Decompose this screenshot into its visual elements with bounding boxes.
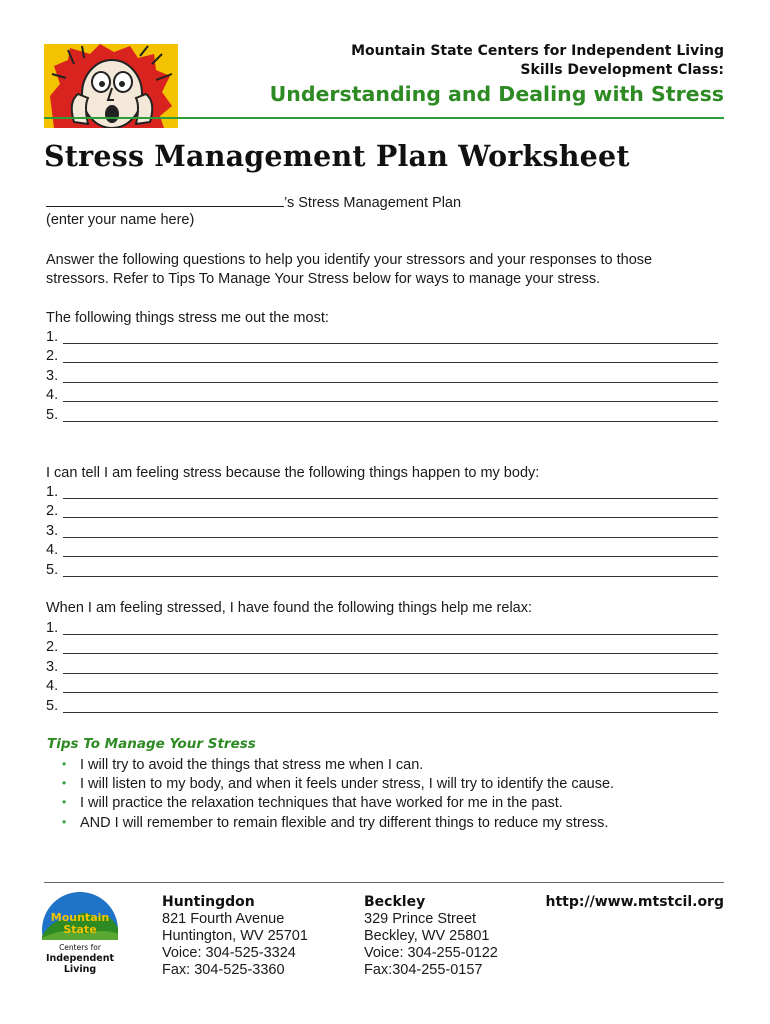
answer-line[interactable] xyxy=(46,405,718,425)
answer-line[interactable] xyxy=(46,657,718,677)
answer-line[interactable] xyxy=(46,482,718,502)
answer-line[interactable] xyxy=(46,502,718,522)
bullet-icon: • xyxy=(62,795,67,809)
office-city: Beckley, WV 25801 xyxy=(364,928,490,944)
office-name: Beckley xyxy=(364,894,426,910)
question-3-prompt: When I am feeling stressed, I have found the following things help me relax: xyxy=(46,600,533,616)
line-number: 4. xyxy=(46,678,59,694)
line-number: 5. xyxy=(46,561,59,578)
bullet-icon: • xyxy=(62,815,67,829)
tip-item: • AND I will remember to remain flexible and try different things to reduce my stress. xyxy=(62,815,609,831)
tip-item: • I will try to avoid the things that stress me when I can. xyxy=(62,757,424,773)
office-voice: Voice: 304-525-3324 xyxy=(162,945,296,961)
line-number: 2. xyxy=(46,348,59,364)
logo-word-3: Centers for xyxy=(59,943,101,952)
question-1-prompt: The following things stress me out the most: xyxy=(46,310,329,326)
class-title: Understanding and Dealing with Stress xyxy=(269,82,724,106)
office-beckley xyxy=(364,894,498,979)
name-suffix: ’s Stress Management Plan xyxy=(284,195,462,211)
line-number: 2. xyxy=(46,503,59,519)
intro-line-2: stressors. Refer to Tips To Manage Your Stress below for ways to manage your stress. xyxy=(46,271,601,287)
office-fax: Fax:304-255-0157 xyxy=(364,962,483,978)
logo-word-4: Independent xyxy=(45,953,115,964)
intro-line-1: Answer the following questions to help you identify your stressors and your responses to those xyxy=(46,252,653,268)
logo-word-2: State xyxy=(63,923,97,936)
answer-line[interactable] xyxy=(46,541,718,561)
line-number: 1. xyxy=(46,619,59,636)
name-field[interactable] xyxy=(46,192,284,207)
website-link[interactable]: http://www.mtstcil.org xyxy=(545,894,724,910)
answer-line[interactable] xyxy=(46,560,718,580)
office-city: Huntington, WV 25701 xyxy=(162,928,308,944)
question-2-prompt: I can tell I am feeling stress because the following things happen to my body: xyxy=(46,465,540,481)
header-divider xyxy=(44,117,724,119)
stressed-face-clipart xyxy=(44,44,178,128)
tip-item: • I will listen to my body, and when it feels under stress, I will try to identify the cause. xyxy=(62,776,615,792)
logo-word-1: Mountain xyxy=(50,911,110,924)
bullet-icon: • xyxy=(62,757,67,771)
line-number: 1. xyxy=(46,328,59,345)
mountain-state-logo xyxy=(36,888,122,978)
line-number: 4. xyxy=(46,542,59,558)
line-number: 4. xyxy=(46,387,59,403)
office-street: 329 Prince Street xyxy=(364,911,477,927)
answer-line[interactable] xyxy=(46,347,718,367)
office-voice: Voice: 304-255-0122 xyxy=(364,945,498,961)
logo-word-5: Living xyxy=(63,964,97,975)
answer-line[interactable] xyxy=(46,327,718,347)
line-number: 1. xyxy=(46,483,59,500)
office-street: 821 Fourth Avenue xyxy=(162,911,285,927)
office-huntington xyxy=(162,894,308,979)
office-fax: Fax: 304-525-3360 xyxy=(162,962,285,978)
worksheet-title: Stress Management Plan Worksheet xyxy=(44,139,630,173)
line-number: 3. xyxy=(46,658,59,675)
class-label: Skills Development Class: xyxy=(520,62,724,78)
tip-item: • I will practice the relaxation techniques that have worked for me in the past. xyxy=(62,795,563,811)
answer-line[interactable] xyxy=(46,677,718,697)
answer-line[interactable] xyxy=(46,366,718,386)
line-number: 3. xyxy=(46,367,59,384)
answer-line[interactable] xyxy=(46,696,718,716)
org-name: Mountain State Centers for Independent Living xyxy=(351,43,724,59)
line-number: 5. xyxy=(46,406,59,423)
answer-line[interactable] xyxy=(46,521,718,541)
office-name: Huntingdon xyxy=(162,894,255,910)
name-line xyxy=(46,192,461,213)
line-number: 5. xyxy=(46,697,59,714)
answer-line[interactable] xyxy=(46,618,718,638)
answer-line[interactable] xyxy=(46,638,718,658)
footer-divider xyxy=(44,882,724,883)
name-hint: (enter your name here) xyxy=(46,212,195,228)
answer-line[interactable] xyxy=(46,386,718,406)
bullet-icon: • xyxy=(62,776,67,790)
line-number: 3. xyxy=(46,522,59,539)
line-number: 2. xyxy=(46,639,59,655)
tips-heading: Tips To Manage Your Stress xyxy=(47,736,256,752)
